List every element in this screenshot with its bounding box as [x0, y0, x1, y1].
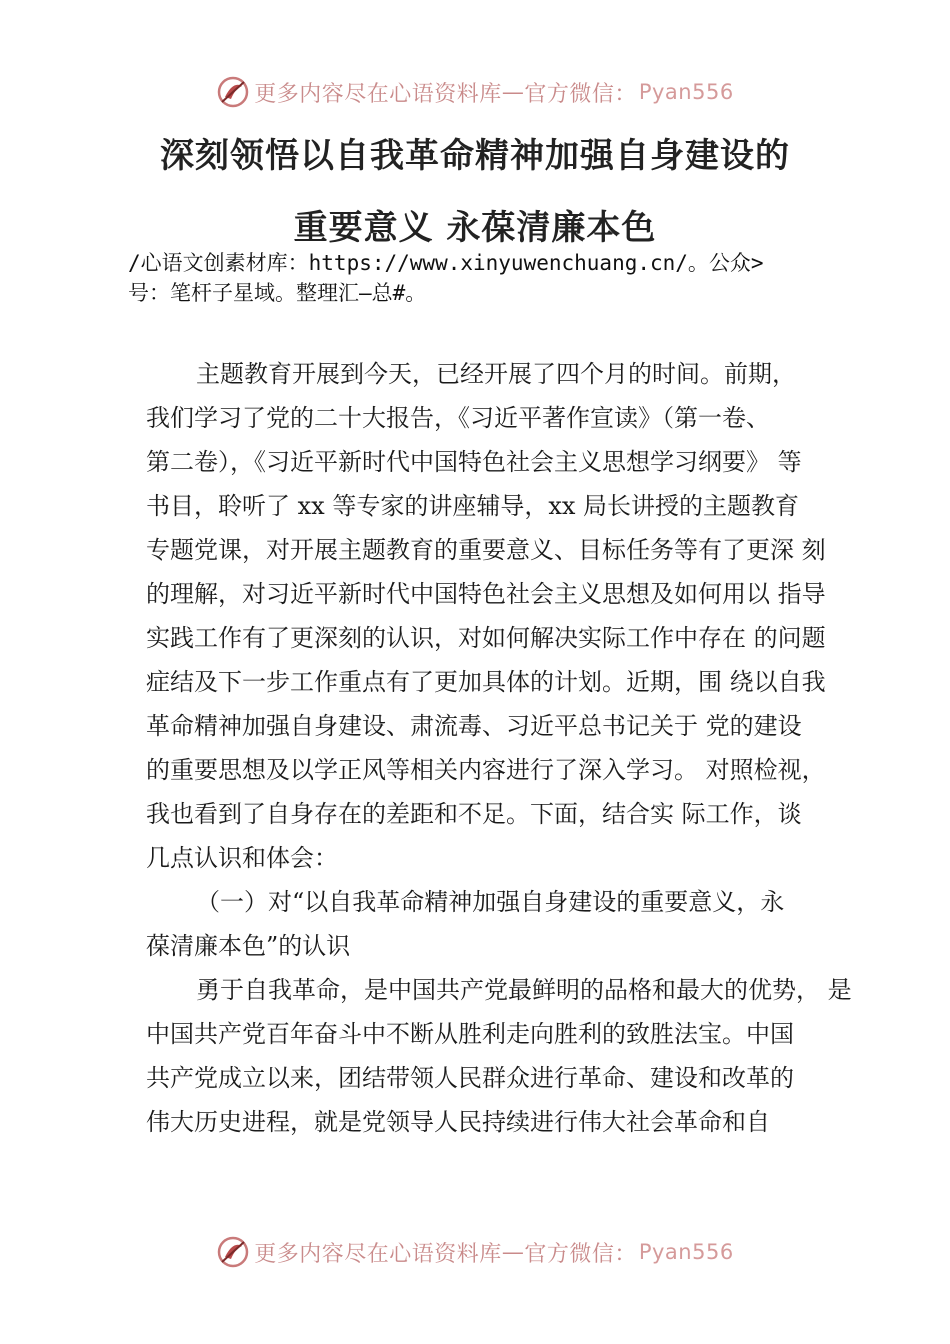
body-line: 症结及下一步工作重点有了更加具体的计划。近期，围 绕以自我: [146, 668, 826, 696]
banner-separator: —: [501, 1239, 525, 1265]
body-line: 书目，聆听了 xx 等专家的讲座辅导，xx 局长讲授的主题教育: [146, 492, 800, 520]
source-notice-line-2: 号：笔杆子星域。整理汇—总#。: [128, 281, 427, 305]
banner-account: Pyan556: [638, 80, 734, 104]
source-notice: [128, 248, 848, 308]
body-line: 几点认识和体会：: [146, 844, 338, 872]
header-watermark-banner: [0, 72, 950, 112]
banner-text: 更多内容尽在心语资料库: [254, 81, 502, 107]
body-line: 伟大历史进程，就是党领导人民持续进行伟大社会革命和自: [146, 1108, 770, 1136]
body-line: 勇于自我革命，是中国共产党最鲜明的品格和最大的优势， 是: [196, 976, 852, 1004]
section-heading-line-1: （一）对“以自我革命精神加强自身建设的重要意义，永: [196, 888, 785, 916]
body-line: 共产党成立以来，团结带领人民群众进行革命、建设和改革的: [146, 1064, 794, 1092]
body-line: 主题教育开展到今天，已经开展了四个月的时间。前期，: [196, 360, 796, 388]
banner-wechat-label: 官方微信：: [524, 81, 637, 107]
body-line: 中国共产党百年奋斗中不断从胜利走向胜利的致胜法宝。中国: [146, 1020, 794, 1048]
body-line: 第二卷），《习近平新时代中国特色社会主义思想学习纲要》 等: [146, 448, 802, 476]
body-line: 实践工作有了更深刻的认识，对如何解决实际工作中存在 的问题: [146, 624, 826, 652]
body-line: 我们学习了党的二十大报告，《习近平著作宣读》（第一卷、: [146, 404, 770, 432]
body-line: 专题党课，对开展主题教育的重要意义、目标任务等有了更深 刻: [146, 536, 826, 564]
section-heading-line-2: 葆清廉本色”的认识: [146, 932, 351, 960]
banner-text: 更多内容尽在心语资料库: [254, 1241, 502, 1267]
banner-account: Pyan556: [638, 1240, 734, 1264]
brand-logo-icon: [216, 75, 250, 109]
document-title-line-2: 重要意义 永葆清廉本色: [293, 208, 657, 248]
body-line: 的重要思想及以学正风等相关内容进行了深入学习。 对照检视，: [146, 756, 826, 784]
body-line: 的理解，对习近平新时代中国特色社会主义思想及如何用以 指导: [146, 580, 826, 608]
banner-wechat-label: 官方微信：: [524, 1241, 637, 1267]
footer-watermark-banner: [0, 1232, 950, 1272]
banner-separator: —: [501, 79, 525, 105]
source-notice-line-1: /心语文创素材库：https://www.xinyuwenchuang.cn/。公众>: [128, 251, 764, 275]
document-title-line-1: 深刻领悟以自我革命精神加强自身建设的: [160, 136, 790, 176]
body-line: 革命精神加强自身建设、肃流毒、习近平总书记关于 党的建设: [146, 712, 802, 740]
brand-logo-icon: [216, 1235, 250, 1269]
body-line: 我也看到了自身存在的差距和不足。下面，结合实 际工作，谈: [146, 800, 802, 828]
